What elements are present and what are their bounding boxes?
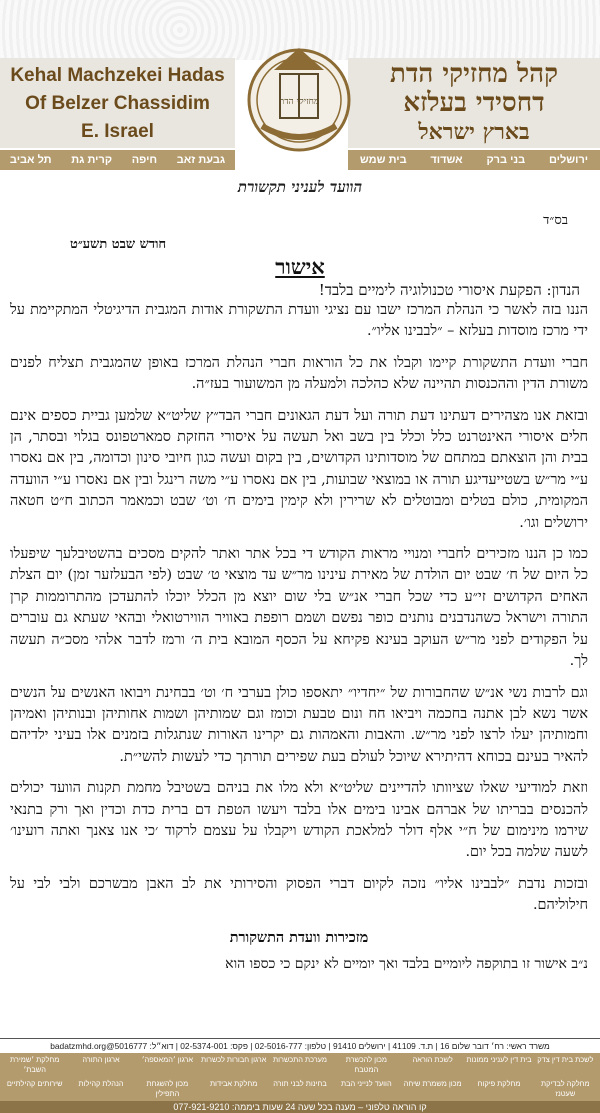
city: חיפה (131, 154, 158, 166)
paragraph: ובזכות נדבת ״לבבינו אליו״ נזכה לקיום דברי הפסוק והסירותי את לב האבן מבשרכם ולבי לבי על חילוליהם. (10, 875, 588, 914)
paragraph: וגם לרבות נשי אנ״ש שהחבורות של ״יחדיו״ יתאספו כולן בערבי ח׳ וט׳ בבחינת ויבואו האנשים על הנשים אשר נשא לבן אתנה בחכמה ויביאו חח ונום טבעת וכומז וגם שמותיהן ושמות אחותיהן ובנותיהן ואמיהן וחמותיהן יעלו לרצו לפני מר״ש. והאבות והאמהות גם יקרינו האורות שנתגלות בזמנים אלו בעיני ילדיהם להאיר בעינם בכוחא דהיתירא שיוכל לעולם בעת שפירים תורתך כדי לעשות להשי״ת. (10, 684, 588, 765)
subject-line: הנדון: הפקעת איסורי טכנולוגיה לימיים בלבד! (318, 281, 580, 299)
paragraph: ובזאת אנו מצהירים דעתינו דעת תורה ועל דעת הגאונים חברי הבד״ץ שליט״א שלמען גביית כספים אינם חלים איסורי האינטרנט כלל וכלל בין בשב ואל תעשה על איסורי החזקת סמארטפונס בגלוי ובסתר, הן בבית והן הוצאתם במתחם של מוסדותינו הקדושים, בין בקום ועשה כגון חיובי סינון וכדומה, בין אם נאסרו ע״י מר״ש בשטייעדיגע תורה או במוצאי שבועות, בין אם נאסרו ע״י משה רינגל ובין אם נאסרו ע״י הוועדה המקומית, כולם בטלים ומבוטלים לא שרירין ולא קימין בימים ח׳ וט׳ שבט וכמאמר הכתוב ח״ט חטאה ירושלים וגו׳. (10, 407, 588, 531)
bsd-mark: בס״ד (543, 213, 568, 228)
service-item: לשכת הוראה (412, 1055, 453, 1064)
service-item: מכון משמרת שיחה (403, 1079, 462, 1088)
emblem-text: מחזיקי הדת (278, 97, 320, 107)
service-item: מערכת התכשרות (273, 1055, 327, 1064)
hebrew-name-line-1: קהל מחזיקי הדת (389, 59, 559, 89)
cities-bar-right (348, 150, 600, 170)
english-name-block (0, 58, 235, 148)
service-item: שירותים קהילתיים (6, 1079, 63, 1088)
service-item: ארגון ׳המאספה׳ (141, 1055, 193, 1064)
service-item: מכון להכשרת המטבח (345, 1055, 387, 1074)
services-row (0, 1077, 600, 1101)
english-name-line-2: Of Belzer Chassidim (25, 93, 210, 114)
city: אשדוד (430, 154, 463, 166)
service-item: מחלקת אבידות (209, 1079, 258, 1088)
signature: מזכירות וועדת התשקורת (229, 928, 369, 946)
service-item: בית דין לעניני ממונות (466, 1055, 532, 1064)
postscript: נ״ב אישור זו בתוקפה ליומיים בלבד ואך יומיים לא ינקם כי כספו הוא (225, 955, 588, 972)
footer (0, 1038, 600, 1112)
emblem-icon (244, 30, 354, 178)
hebrew-name-block (348, 58, 600, 148)
paragraph: כמו כן הננו מזכירים לחברי ומנויי מראות הקודש די בכל אתר ואתר להקים מסכים בהשטיבלעך שיפעלו כל היום של ח׳ שבט יום הולדת של מאירת עינינו מר״ש עד מוצאי ט׳ שבט (לפי הבעלזער זמן) יום הצלת האחים הקדושים זי״ע כדי שכל חברי אנ״ש בלי שום יוצא מן הכלל יוכלו להתעדכן מהתרוממות קרן התורה וישראל כשהנדבנים נותנים כופר נפשם ושמם רופפת באוויר הווירטואלי ובהאי שעתא גם עוברים על הפקודים לפני מר״ש העוקב בעינא פקיחא על הכסף המובא בית ה׳ ורמז לדבר אלהי מסכ״ה תעשה לך. (10, 546, 588, 670)
services-row (0, 1053, 600, 1077)
service-item: מחלקת פיקוח (477, 1079, 521, 1088)
english-name-line-1: Kehal Machzekei Hadas (10, 65, 225, 86)
city: תל אביב (9, 154, 52, 166)
city: בית שמש (359, 154, 407, 166)
date-line: חודש שבט תשע״ט (70, 237, 167, 252)
letterhead (0, 0, 600, 210)
cities-bar-left (0, 150, 235, 170)
hebrew-name-line-2: דחסידי בעלזא (403, 88, 545, 118)
city: בני ברק (486, 154, 526, 166)
committee-name: הוועד לעניני תקשורת (237, 178, 363, 196)
document-title: אישור (275, 254, 325, 279)
service-item: ארגון חבורות לכשרות (201, 1055, 267, 1064)
service-item: מכון להשגחת התפילין (146, 1079, 189, 1098)
city: ירושלים (548, 154, 589, 166)
paragraph: הננו בזה לאשר כי הנהלת המרכז ישבו עם נציגי וועדת התשקורת אודות המגבית הדיגיטלי המתקיימת על ידי מרכז מוסדות בעלזא – ״לבבינו אליו״. (10, 302, 588, 340)
service-item: מחלקה לבדיקת שעטנז (541, 1079, 590, 1098)
hotline: קו הוראה טלפוני – מענה בכל שעה 24 שעות ביממה: 077-921-9210 (0, 1101, 600, 1113)
letter-body (10, 300, 588, 975)
service-item: ארגון התורה (82, 1055, 120, 1064)
english-name-line-3: E. Israel (81, 121, 154, 142)
service-item: בחינות לבני תורה (273, 1079, 327, 1088)
contact-line: משרד ראשי: רח׳ דובר שלום 16 | ת.ד. 41109 | ירושלים 91410 | טלפון: 02-5016-777 | פקס: 02-5374-001 | דוא״ל: 5016777@badatzmhd.org (0, 1038, 600, 1053)
paragraph: וזאת למודיעי שאלו שציוותו להדיינים שליט״א ולא מלו את בניהם בשטיבל מחמת תקנות הוועד יכולים להכנסים בבריתו של אברהם אבינו בימים אלו בלבד ויעשו הטפת דם ברית כדת וכדין ואך ורק בתנאי שירמו מינימום של ח״י אלף דולר למלאכת הקודש ויקבלו על עצמם לרקוד ׳כי אנו צאנך ואתה רועינו׳ לשעה שלמה בכל יום. (10, 780, 588, 861)
service-item: מחלקת ׳שמירת השבת׳ (9, 1055, 60, 1074)
city: קרית גת (71, 154, 113, 166)
city: גבעת זאב (176, 154, 226, 166)
service-item: הוועד לנייני הבת (341, 1079, 392, 1088)
paragraph: חברי וועדת התשקורת קיימו וקבלו את כל הוראות חברי הנהלת המרכז באופן שהמגבית תצליח לפנים משורת הדין וההכנסות תהיינה שלא כהלכה ולמעלה מן המשועור בעז״ה. (10, 354, 588, 393)
hebrew-name-line-3: בארץ ישראל (418, 119, 530, 145)
service-item: לשכת בית דין צדק (537, 1055, 594, 1064)
service-item: הנהלת קהילות (78, 1079, 124, 1088)
